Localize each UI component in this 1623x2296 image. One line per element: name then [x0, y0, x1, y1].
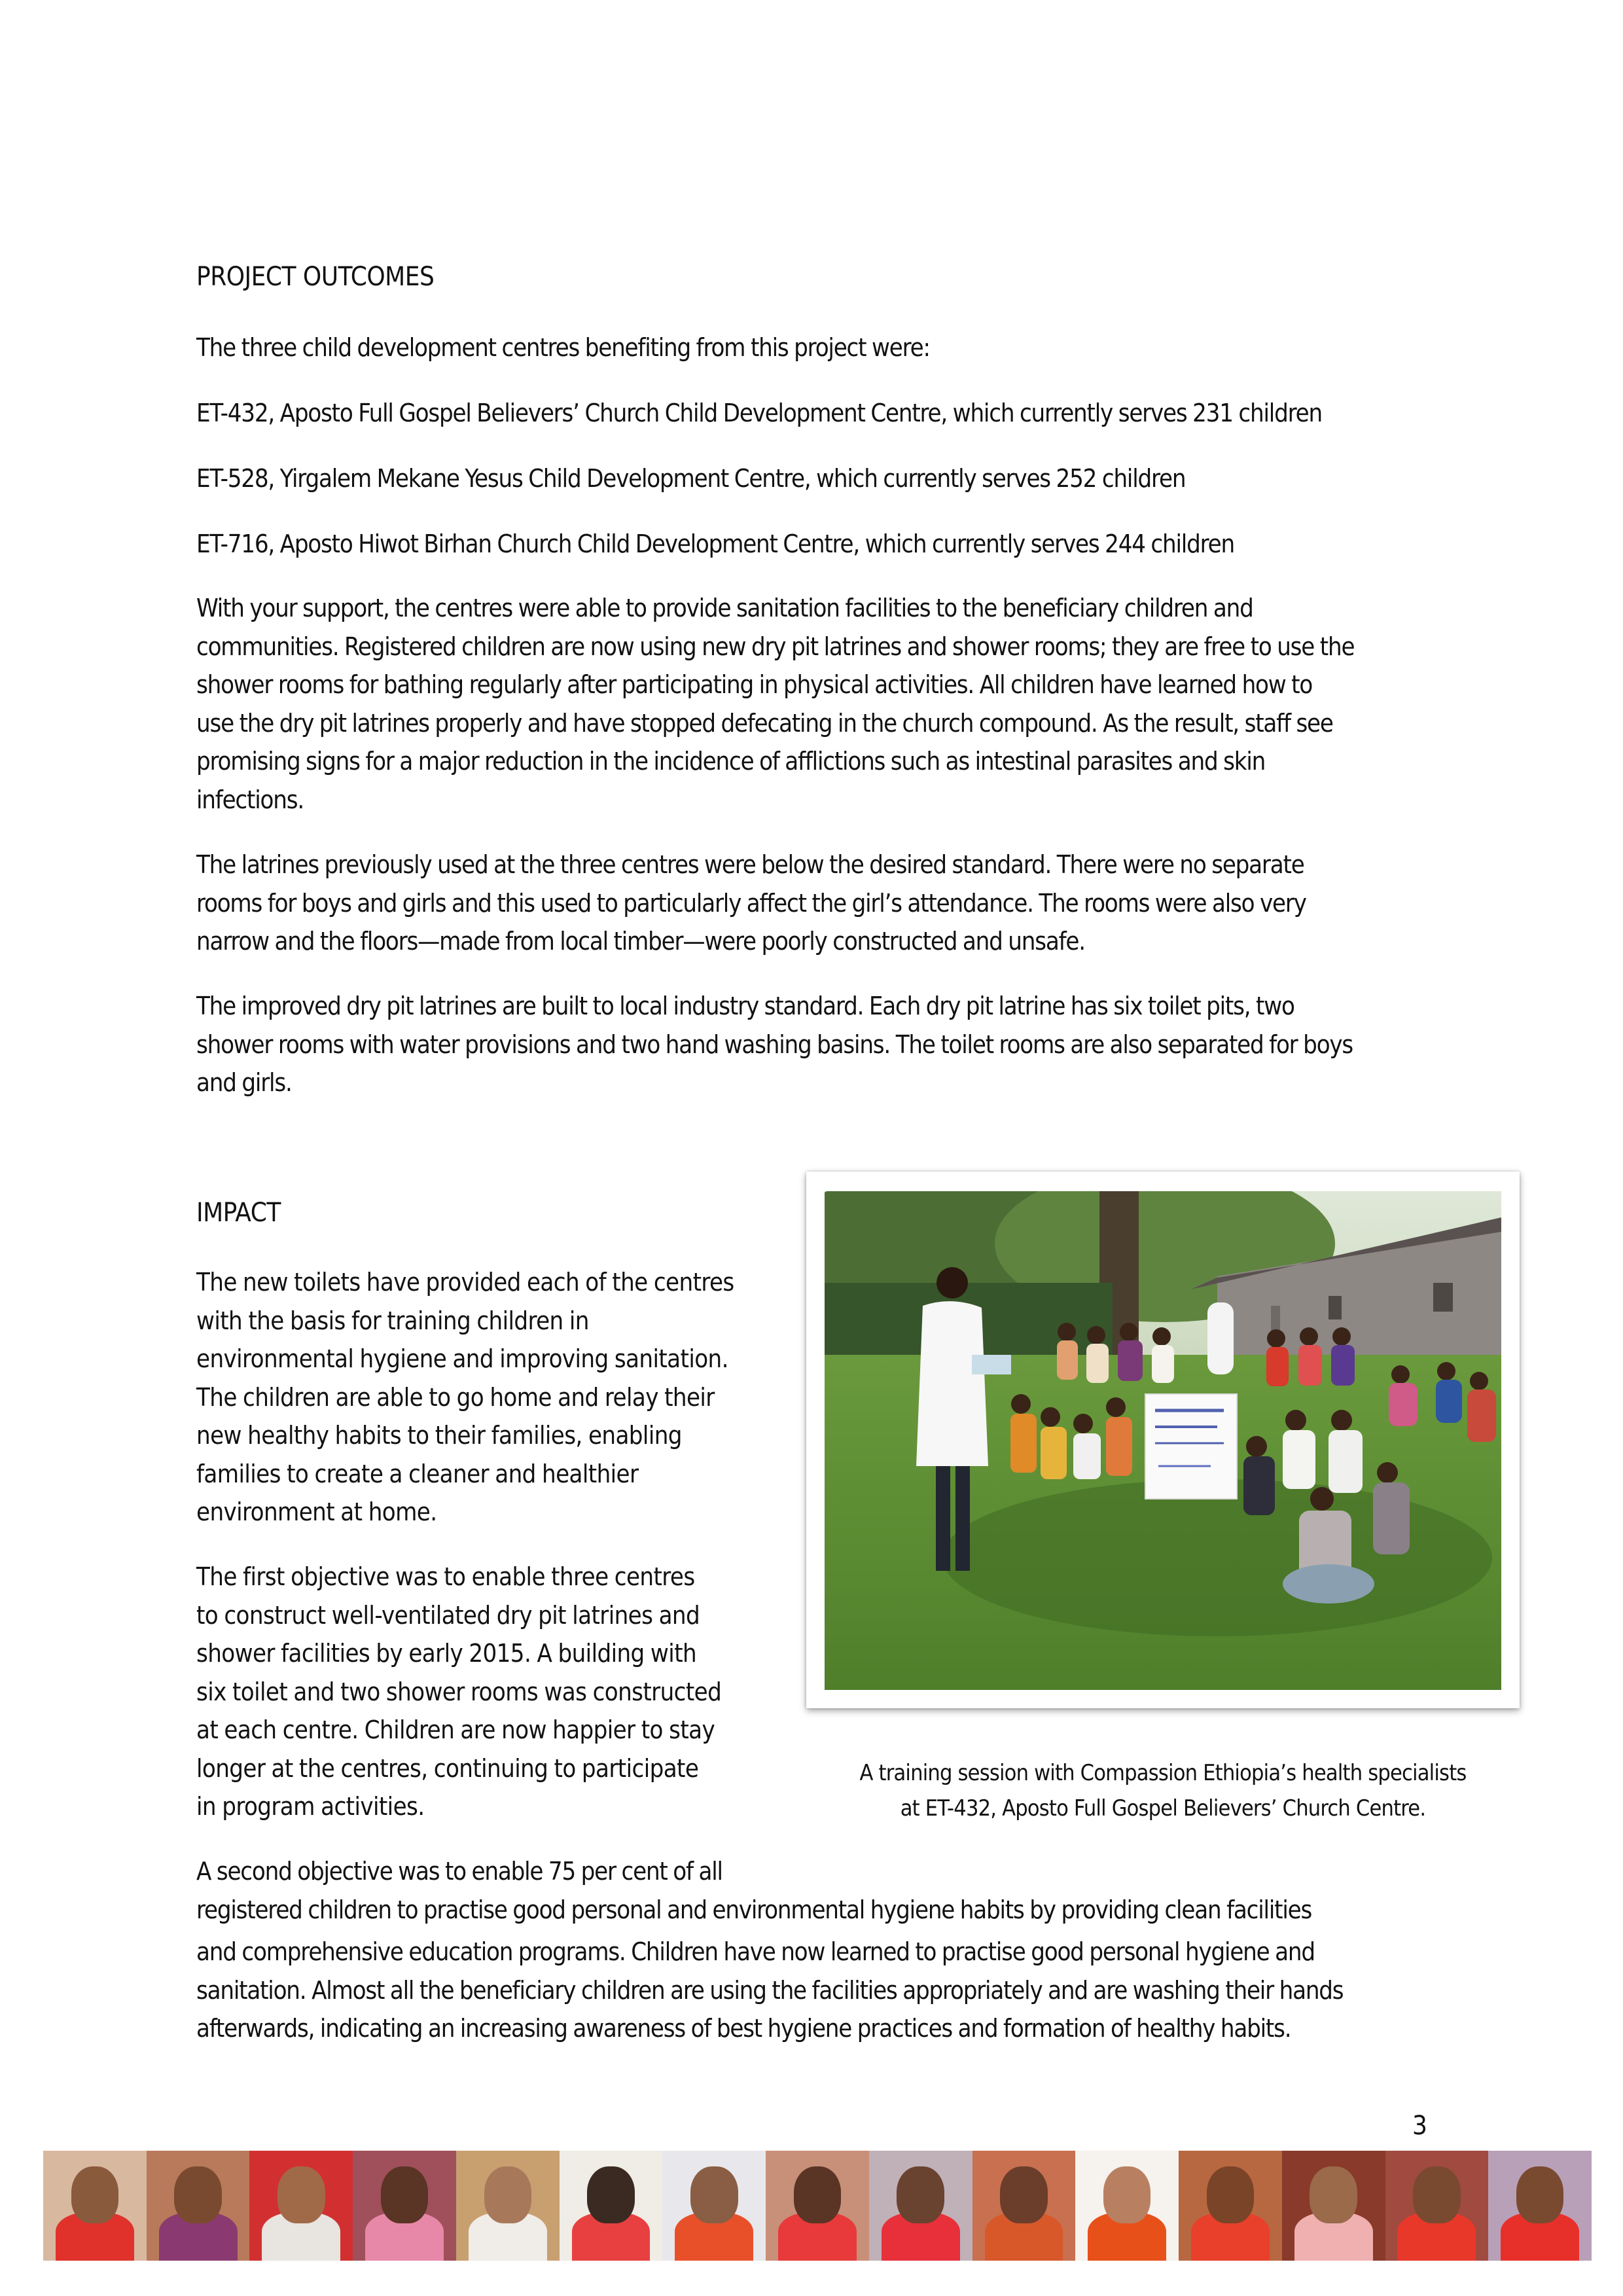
child-photo-tile	[662, 2151, 766, 2261]
child-face	[174, 2166, 222, 2223]
paragraph-sanitation-support: With your support, the centres were able to provide sanitation facilities to the beneficiary children and communities. Registered children are now using new dry pit latrines and shower rooms; they are free to use the shower rooms for bathing regularly after participating in physical activities. All children have learned how to use the dry pit latrines properly and have stopped defecating in the church compound. As the result, staff see promising signs for a major reduction in the incidence of afflictions such as intestinal parasites and skin infections.	[196, 594, 1355, 814]
training-photo-frame	[806, 1172, 1520, 1708]
intro-paragraph: The three child development centres benefiting from this project were:	[196, 333, 930, 362]
paragraph-improved-latrines: The improved dry pit latrines are built to local industry standard. Each dry pit latrine has six toilet pits, two shower rooms with water provisions and two hand washing basins. The toilet rooms are also separated for boys and girls.	[196, 992, 1353, 1097]
child-face	[277, 2166, 325, 2223]
section-heading-impact: IMPACT	[196, 1198, 281, 1228]
paragraph-previous-latrines: The latrines previously used at the three centres were below the desired standard. There were no separate rooms for boys and girls and this used to particularly affect the girl’s attendance. The rooms were also very narrow and the floors—made from local timber—were poorly constructed and unsafe.	[196, 850, 1306, 956]
child-photo-tile	[43, 2151, 147, 2261]
child-photo-tile	[1488, 2151, 1592, 2261]
child-face	[1103, 2166, 1151, 2223]
photo-caption: A training session with Compassion Ethiopia’s health specialists at ET-432, Aposto Full Gospel Believers’ Church Centre.	[859, 1760, 1467, 1821]
section-heading-project-outcomes: PROJECT OUTCOMES	[196, 262, 435, 292]
child-photo-tile	[456, 2151, 560, 2261]
training-session-photo	[825, 1191, 1501, 1690]
child-face	[1310, 2166, 1357, 2223]
child-face	[897, 2166, 944, 2223]
child-photo-tile	[560, 2151, 663, 2261]
child-face	[1000, 2166, 1048, 2223]
child-face	[690, 2166, 738, 2223]
paragraph-impact-toilets: The new toilets have provided each of the centres with the basis for training children in environmental hygiene and improving sanitation. The children are able to go home and relay their new healthy habits to their families, enabling families to create a cleaner and healthier environment at home.	[196, 1268, 734, 1526]
child-face	[1413, 2166, 1461, 2223]
child-face	[381, 2166, 429, 2223]
child-photo-tile	[869, 2151, 972, 2261]
paragraph-first-objective: The first objective was to enable three centres to construct well-ventilated dry pit latrines and shower facilities by early 2015. A building with six toilet and two shower rooms was constructed at each centre. Children are now happier to stay longer at the centres, continuing to participate in program activities.	[196, 1562, 722, 1821]
training-photo-illustration	[825, 1191, 1501, 1690]
child-face	[71, 2166, 119, 2223]
child-photo-tile	[353, 2151, 456, 2261]
child-face	[484, 2166, 532, 2223]
child-photo-tile	[249, 2151, 353, 2261]
child-photo-tile	[147, 2151, 250, 2261]
child-photo-tile	[1179, 2151, 1282, 2261]
child-photo-tile	[1075, 2151, 1179, 2261]
child-face	[587, 2166, 635, 2223]
centre-item: ET-432, Aposto Full Gospel Believers’ Church Child Development Centre, which currently serves 231 children	[196, 399, 1322, 427]
child-photo-tile	[1282, 2151, 1385, 2261]
child-photo-tile	[972, 2151, 1076, 2261]
page-number: 3	[1412, 2111, 1427, 2141]
centre-item: ET-528, Yirgalem Mekane Yesus Child Development Centre, which currently serves 252 children	[196, 464, 1186, 493]
child-photo-tile	[1385, 2151, 1489, 2261]
paragraph-second-objective: A second objective was to enable 75 per cent of all registered children to practise good personal and environmental hygiene habits by providing clean facilities and comprehensive education programs. Children have now learned to practise good personal hygiene and sanitation. Almost all the beneficiary children are using the facilities appropriately and are washing their hands afterwards, indicating an increasing awareness of best hygiene practices and formation of healthy habits.	[196, 1857, 1344, 2043]
child-face	[794, 2166, 842, 2223]
child-face	[1516, 2166, 1564, 2223]
centre-item: ET-716, Aposto Hiwot Birhan Church Child Development Centre, which currently serves 244 children	[196, 529, 1234, 558]
child-photo-tile	[766, 2151, 869, 2261]
footer-children-photo-strip	[43, 2151, 1592, 2261]
child-face	[1207, 2166, 1255, 2223]
